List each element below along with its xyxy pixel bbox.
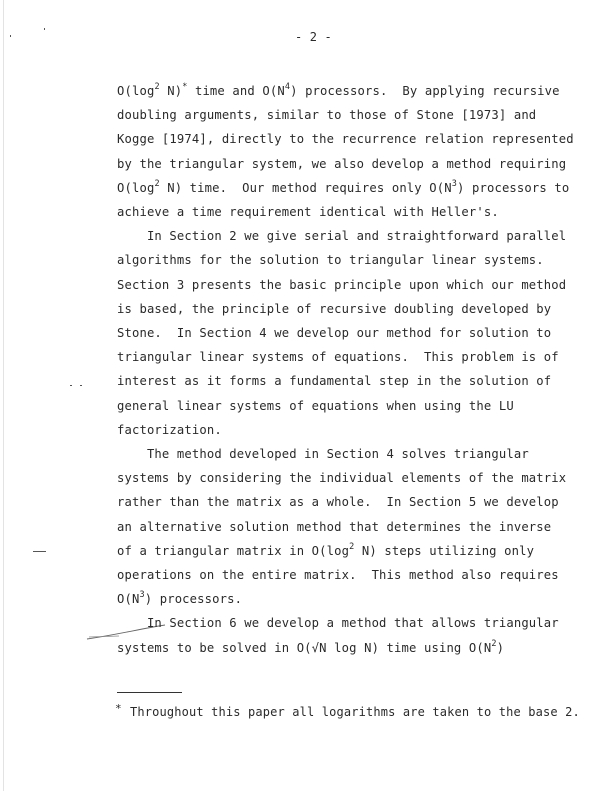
text-line [117, 519, 551, 535]
text-segment: general linear systems of equations when using the LU [117, 398, 514, 413]
superscript: 3 [139, 590, 145, 601]
text-line [117, 325, 551, 341]
text-segment: systems to be solved in O(√N log N) time using O(N [117, 640, 492, 655]
text-line [117, 180, 569, 198]
text-line [117, 228, 566, 244]
text-line [117, 398, 514, 414]
text-segment: ) processors. By applying recursive [290, 84, 560, 98]
superscript: * [182, 82, 188, 92]
text-segment: The method developed in Section 4 solves triangular [117, 447, 529, 461]
footnote-rule [117, 692, 182, 693]
text-segment: algorithms for the solution to triangular linear systems. [117, 253, 544, 268]
footnote-marker: * [115, 702, 122, 715]
text-line [117, 615, 559, 631]
text-segment: interest as it forms a fundamental step in the solution of [117, 374, 552, 389]
text-segment: systems by considering the individual elements of the matrix [117, 471, 567, 486]
text-segment: rather than the matrix as a whole. In Section 5 we develop [117, 495, 559, 510]
text-segment: N) [159, 84, 183, 98]
text-segment: Section 3 presents the basic principle upon which our method [117, 277, 567, 292]
text-segment: Kogge [1974], directly to the recurrence relation represented [117, 132, 574, 147]
text-line [117, 422, 222, 438]
scan-mark [10, 35, 11, 37]
text-segment: triangular linear systems of equations. This problem is of [117, 350, 559, 365]
text-segment: ) processors. [144, 592, 243, 607]
text-segment: ) [496, 640, 505, 655]
text-line [117, 204, 499, 220]
text-segment: is based, the principle of recursive doubling developed by [117, 301, 552, 316]
text-segment: an alternative solution method that determines the inverse [117, 519, 552, 534]
text-line [117, 349, 559, 365]
superscript: 3 [451, 178, 458, 189]
scan-mark [44, 28, 45, 30]
superscript: 2 [154, 178, 160, 189]
text-segment: of a triangular matrix in O(log [117, 543, 350, 558]
text-line [117, 494, 559, 510]
text-segment: by the triangular system, we also develop a method requiring [117, 156, 567, 171]
text-segment: O(log [117, 84, 155, 98]
text-line [117, 131, 574, 147]
text-line [117, 591, 242, 609]
superscript: 4 [284, 82, 291, 92]
text-line [117, 543, 534, 561]
text-segment: O(log [117, 180, 155, 195]
text-segment: N) steps utilizing only [354, 543, 535, 558]
text-line [117, 446, 529, 462]
text-segment: N) time. Our method requires only O(N [159, 180, 452, 195]
text-segment: Stone. In Section 4 we develop our method for solution to [117, 326, 552, 340]
text-segment: doubling arguments, similar to those of Stone [1973] and [117, 108, 537, 123]
scan-mark [70, 385, 72, 386]
page-number: - 2 - [295, 30, 332, 44]
text-segment: time and O(N [187, 84, 285, 98]
text-line [117, 470, 566, 486]
text-segment: ) processors to [457, 180, 570, 195]
superscript: 2 [349, 541, 355, 552]
text-line [117, 107, 536, 123]
text-line [117, 156, 566, 172]
superscript: 2 [154, 82, 160, 92]
text-segment: In Section 2 we give serial and straightforward parallel [117, 229, 567, 244]
text-line [117, 301, 551, 317]
superscript: 2 [491, 638, 497, 649]
footnote-text: Throughout this paper all logarithms are taken to the base 2. [130, 705, 580, 719]
text-line [117, 640, 504, 658]
text-segment: operations on the entire matrix. This method also requires [117, 568, 559, 582]
text-line [117, 252, 544, 268]
text-line [117, 277, 566, 293]
scan-edge [3, 0, 4, 791]
text-segment: factorization. [117, 422, 222, 437]
text-segment: achieve a time requirement identical with Heller's. [117, 205, 499, 219]
text-segment: O(N [117, 592, 140, 607]
scan-mark [80, 385, 82, 386]
margin-dash [33, 551, 46, 552]
text-line [117, 373, 551, 389]
text-line [117, 83, 560, 101]
text-line [117, 567, 559, 583]
text-segment: In Section 6 we develop a method that allows triangular [117, 616, 559, 631]
